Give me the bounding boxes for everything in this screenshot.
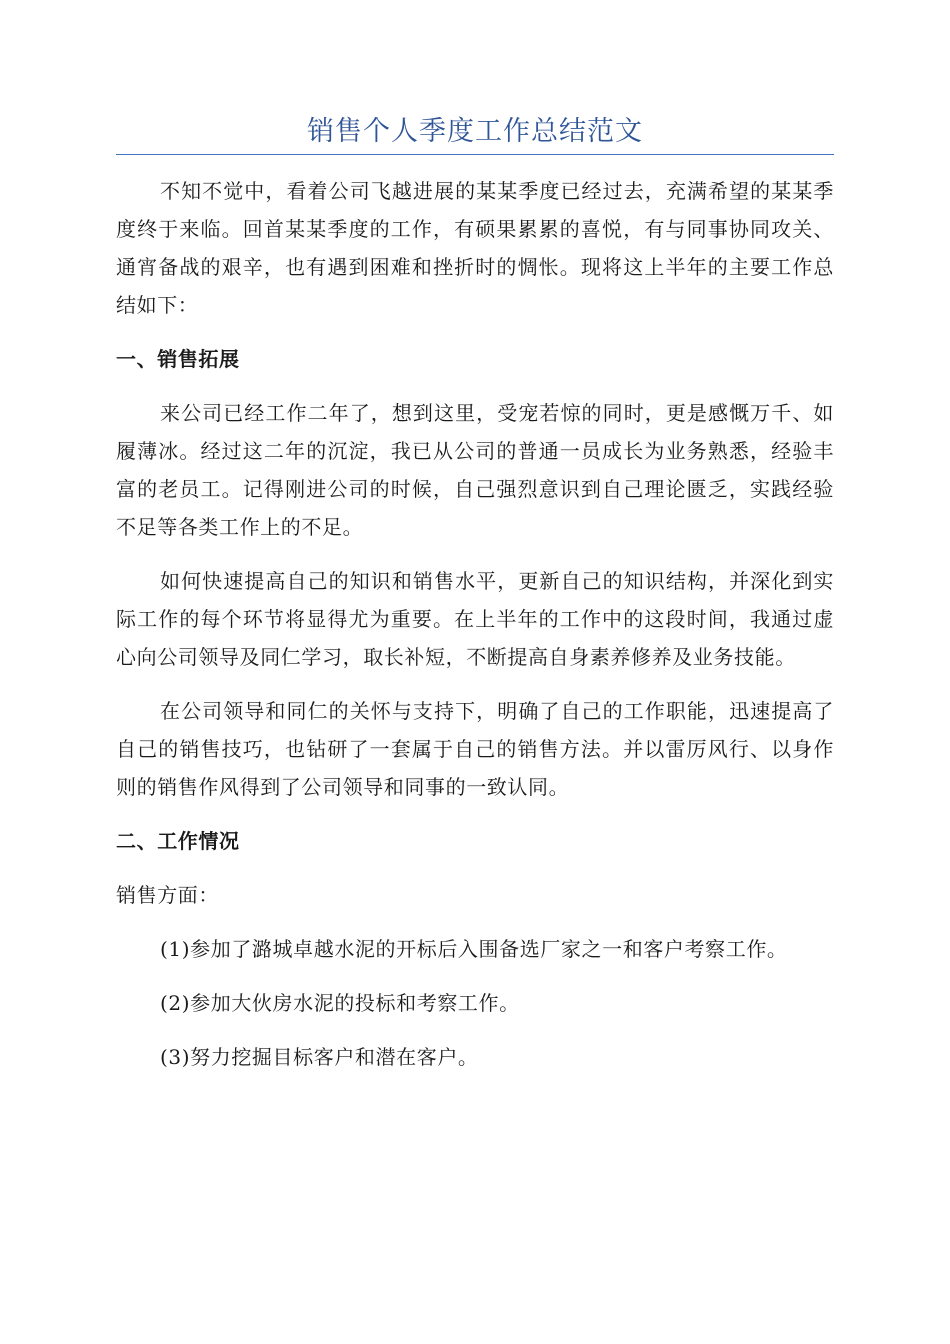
paragraph: 如何快速提高自己的知识和销售水平，更新自己的知识结构，并深化到实际工作的每个环节将显得尤为重要。在上半年的工作中的这段时间，我通过虚心向公司领导及同仁学习，取长补短，不断提高自身素养修养及业务技能。 (116, 569, 834, 669)
title-underline (116, 154, 834, 155)
list-item: (2)参加大伙房水泥的投标和考察工作。 (160, 991, 520, 1015)
document-title: 销售个人季度工作总结范文 (307, 116, 643, 147)
list-item: (3)努力挖掘目标客户和潜在客户。 (160, 1045, 479, 1069)
intro-paragraph: 不知不觉中，看着公司飞越进展的某某季度已经过去，充满希望的某某季度终于来临。回首某某季度的工作，有硕果累累的喜悦，有与同事协同攻关、通宵备战的艰辛，也有遇到困难和挫折时的惆怅。现将这上半年的主要工作总结如下： (116, 179, 834, 317)
paragraph: 在公司领导和同仁的关怀与支持下，明确了自己的工作职能，迅速提高了自己的销售技巧，也钻研了一套属于自己的销售方法。并以雷厉风行、以身作则的销售作风得到了公司领导和同事的一致认同。 (116, 699, 834, 799)
paragraph: 来公司已经工作二年了，想到这里，受宠若惊的同时，更是感慨万千、如履薄冰。经过这二年的沉淀，我已从公司的普通一员成长为业务熟悉，经验丰富的老员工。记得刚进公司的时候，自己强烈意识到自己理论匮乏，实践经验不足等各类工作上的不足。 (116, 401, 834, 539)
section-heading-sales-expansion: 一、销售拓展 (116, 347, 240, 371)
section-heading-work-status: 二、工作情况 (116, 829, 240, 853)
document-body (116, 172, 834, 1092)
subheading-sales: 销售方面： (116, 883, 219, 907)
list-item: (1)参加了潞城卓越水泥的开标后入围备选厂家之一和客户考察工作。 (160, 937, 788, 961)
